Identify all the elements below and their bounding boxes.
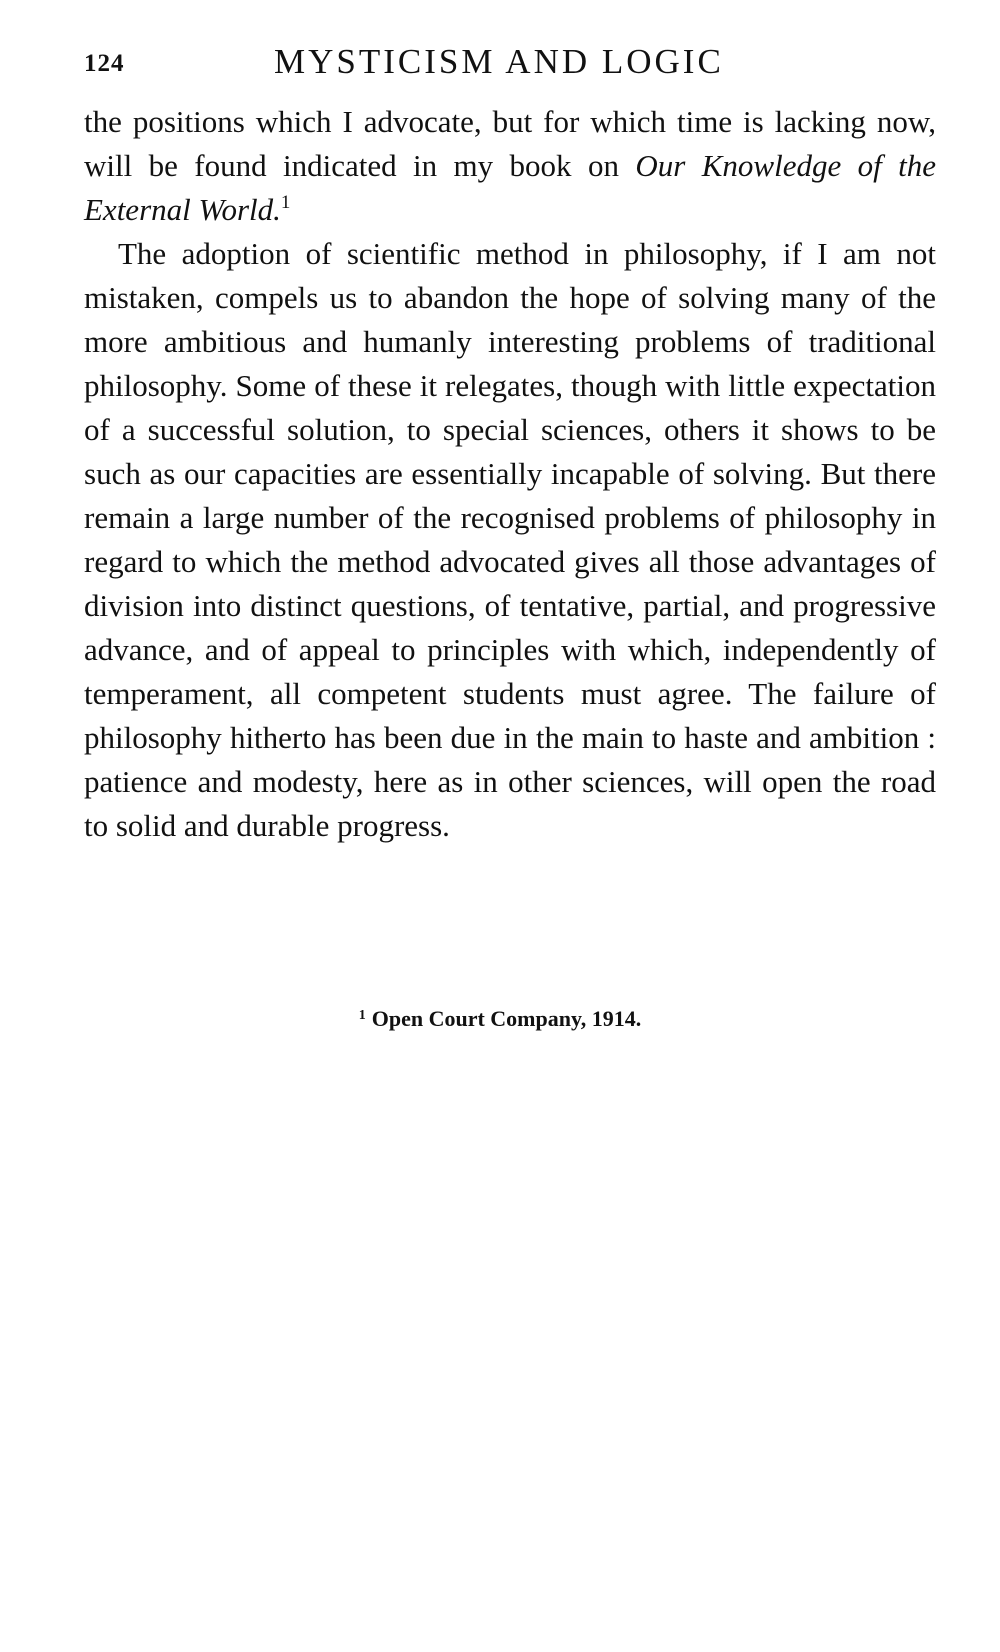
body-text — [84, 100, 936, 848]
book-title: MYSTICISM AND LOGIC — [274, 42, 724, 81]
footnote — [0, 1006, 1000, 1032]
paragraph-1 — [84, 100, 936, 232]
paragraph-1-text: the positions which I advocate, but for which time is lacking now, will be found indicated in my book on — [84, 104, 936, 183]
page-number: 124 — [84, 50, 125, 77]
cited-book-title: Our Knowledge of the External World. — [84, 148, 937, 227]
paragraph-2: The adoption of scientific method in philosophy, if I am not mistaken, compels us to abandon the hope of solving many of the more ambitious and humanly interesting problems of traditional philosophy. Some of these it relegates, though with little expectation of a successful solution, to special sciences, others it shows to be such as our capacities are essentially incapable of solving. But there remain a large number of the recognised problems of philosophy in regard to which the method advocated gives all those advantages of division into distinct questions, of tentative, partial, and progressive advance, and of appeal to principles with which, independently of temperament, all competent students must agree. The failure of philosophy hitherto has been due in the main to haste and ambition : patience and modesty, here as in other sciences, will open the road to solid and durable progress. — [84, 236, 936, 843]
running-head — [84, 42, 934, 82]
footnote-reference: 1 — [280, 192, 291, 213]
footnote-text: Open Court Company, 1914. — [371, 1006, 642, 1031]
footnote-marker: 1 — [358, 1008, 366, 1023]
